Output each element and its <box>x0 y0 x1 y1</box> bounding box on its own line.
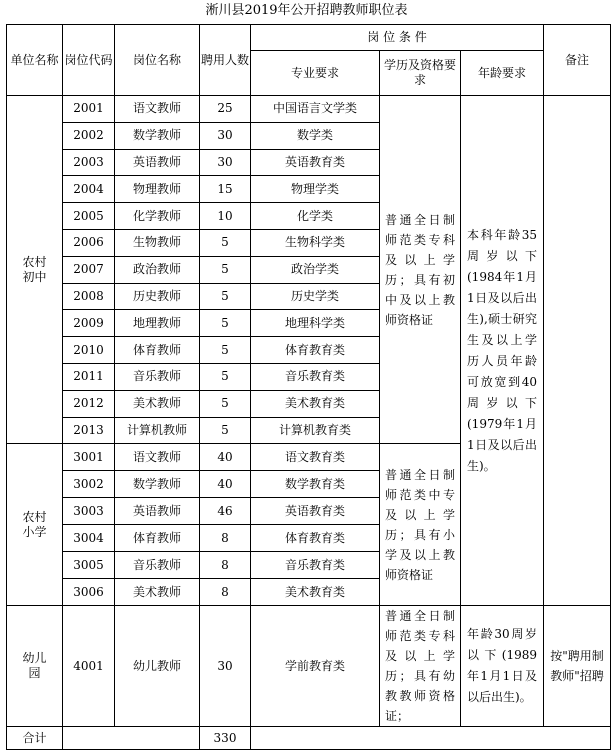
hire-count: 5 <box>200 417 251 444</box>
major-requirement: 化学类 <box>251 203 380 230</box>
position-name: 地理教师 <box>115 310 200 337</box>
position-code: 3001 <box>63 444 115 471</box>
major-requirement: 英语教育类 <box>251 149 380 176</box>
major-requirement: 英语教育类 <box>251 498 380 525</box>
position-code: 2008 <box>63 283 115 310</box>
position-code: 2004 <box>63 176 115 203</box>
table-row <box>7 606 611 727</box>
total-empty-rest <box>251 727 611 750</box>
position-name: 美术教师 <box>115 579 200 606</box>
position-code: 2007 <box>63 256 115 283</box>
position-name: 音乐教师 <box>115 363 200 390</box>
position-name: 语文教师 <box>115 96 200 123</box>
hire-count: 25 <box>200 96 251 123</box>
major-requirement: 计算机教育类 <box>251 417 380 444</box>
position-code: 4001 <box>63 606 115 727</box>
major-requirement: 语文教育类 <box>251 444 380 471</box>
hire-count: 8 <box>200 525 251 552</box>
position-code: 2006 <box>63 229 115 256</box>
education-junior: 普通全日制师范类专科及以上学历；具有初中及以上教师资格证 <box>380 96 461 444</box>
education-primary: 普通全日制师范类中专及以上学历；具有小学及以上教师资格证 <box>380 444 461 606</box>
major-requirement: 音乐教育类 <box>251 363 380 390</box>
hire-count: 15 <box>200 176 251 203</box>
header-code: 岗位代码 <box>63 25 115 96</box>
position-code: 2013 <box>63 417 115 444</box>
position-name: 政治教师 <box>115 256 200 283</box>
remark-empty <box>544 96 611 606</box>
age-requirement-kindergarten: 年龄30周岁以下(1989年1月1日及以后出生)。 <box>461 606 544 727</box>
header-name: 岗位名称 <box>115 25 200 96</box>
major-requirement: 生物科学类 <box>251 229 380 256</box>
header-major: 专业要求 <box>251 51 380 96</box>
major-requirement: 历史学类 <box>251 283 380 310</box>
position-name: 美术教师 <box>115 390 200 417</box>
remark-kindergarten: 按"聘用制教师"招聘 <box>544 606 611 727</box>
position-name: 生物教师 <box>115 229 200 256</box>
major-requirement: 数学类 <box>251 122 380 149</box>
hire-count: 5 <box>200 337 251 364</box>
major-requirement: 数学教育类 <box>251 471 380 498</box>
major-requirement: 物理学类 <box>251 176 380 203</box>
header-remark: 备注 <box>544 25 611 96</box>
position-name: 英语教师 <box>115 498 200 525</box>
total-count: 330 <box>200 727 251 750</box>
major-requirement: 政治学类 <box>251 256 380 283</box>
position-code: 2003 <box>63 149 115 176</box>
hire-count: 10 <box>200 203 251 230</box>
hire-count: 5 <box>200 283 251 310</box>
header-age: 年龄要求 <box>461 51 544 96</box>
table-row <box>7 96 611 123</box>
position-code: 3003 <box>63 498 115 525</box>
hire-count: 30 <box>200 149 251 176</box>
hire-count: 5 <box>200 256 251 283</box>
major-requirement: 中国语言文学类 <box>251 96 380 123</box>
position-table <box>6 24 611 750</box>
hire-count: 5 <box>200 363 251 390</box>
table-row <box>7 727 611 750</box>
major-requirement: 学前教育类 <box>251 606 380 727</box>
hire-count: 8 <box>200 552 251 579</box>
position-name: 历史教师 <box>115 283 200 310</box>
position-code: 3005 <box>63 552 115 579</box>
position-name: 音乐教师 <box>115 552 200 579</box>
position-name: 计算机教师 <box>115 417 200 444</box>
header-education: 学历及资格要求 <box>380 51 461 96</box>
hire-count: 30 <box>200 606 251 727</box>
hire-count: 40 <box>200 471 251 498</box>
unit-kindergarten: 幼儿园 <box>7 606 63 727</box>
major-requirement: 体育教育类 <box>251 337 380 364</box>
hire-count: 8 <box>200 579 251 606</box>
position-name: 幼儿教师 <box>115 606 200 727</box>
position-code: 2012 <box>63 390 115 417</box>
unit-primary: 农村小学 <box>7 444 63 606</box>
position-code: 2011 <box>63 363 115 390</box>
position-name: 语文教师 <box>115 444 200 471</box>
position-name: 物理教师 <box>115 176 200 203</box>
major-requirement: 音乐教育类 <box>251 552 380 579</box>
hire-count: 40 <box>200 444 251 471</box>
age-requirement-shared: 本科年龄35周岁以下(1984年1月1日及以后出生),硕士研究生及以上学历人员年龄可放宽到40周岁以下(1979年1月1日及以后出生)。 <box>461 96 544 606</box>
position-name: 体育教师 <box>115 337 200 364</box>
major-requirement: 体育教育类 <box>251 525 380 552</box>
position-code: 2010 <box>63 337 115 364</box>
major-requirement: 地理科学类 <box>251 310 380 337</box>
hire-count: 46 <box>200 498 251 525</box>
total-empty <box>63 727 200 750</box>
header-count: 聘用人数 <box>200 25 251 96</box>
hire-count: 5 <box>200 229 251 256</box>
position-code: 2002 <box>63 122 115 149</box>
position-name: 体育教师 <box>115 525 200 552</box>
major-requirement: 美术教育类 <box>251 390 380 417</box>
position-name: 化学教师 <box>115 203 200 230</box>
page-title: 淅川县2019年公开招聘教师职位表 <box>205 3 408 18</box>
position-code: 3006 <box>63 579 115 606</box>
position-code: 3004 <box>63 525 115 552</box>
major-requirement: 美术教育类 <box>251 579 380 606</box>
position-name: 数学教师 <box>115 122 200 149</box>
position-name: 数学教师 <box>115 471 200 498</box>
hire-count: 5 <box>200 310 251 337</box>
hire-count: 5 <box>200 390 251 417</box>
header-conditions: 岗 位 条 件 <box>251 25 544 51</box>
position-code: 2009 <box>63 310 115 337</box>
education-kindergarten: 普通全日制师范类专科及以上学历；具有幼教教师资格证； <box>380 606 461 727</box>
position-code: 3002 <box>63 471 115 498</box>
position-name: 英语教师 <box>115 149 200 176</box>
header-unit: 单位名称 <box>7 25 63 96</box>
position-code: 2001 <box>63 96 115 123</box>
position-code: 2005 <box>63 203 115 230</box>
total-label: 合计 <box>7 727 63 750</box>
unit-junior: 农村初中 <box>7 96 63 444</box>
hire-count: 30 <box>200 122 251 149</box>
